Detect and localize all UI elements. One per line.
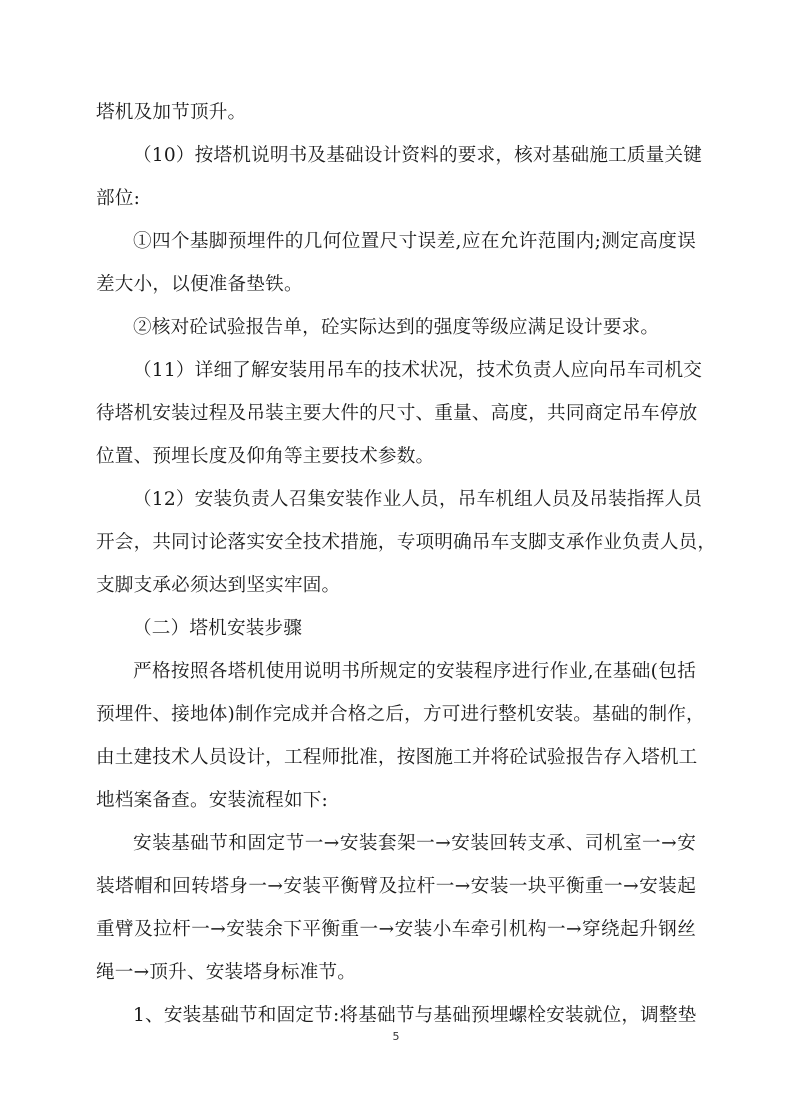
text-line-14: 严格按照各塔机使用说明书所规定的安装程序进行作业,在基础(包括 [133, 661, 696, 682]
text-line-3: 部位: [96, 188, 141, 209]
text-line-12: 支脚支承必须达到坚实牢固。 [96, 575, 341, 596]
text-line-1: 塔机及加节顶升。 [96, 102, 247, 123]
text-line-4: ①四个基脚预埋件的几何位置尺寸误差,应在允许范围内;测定高度误 [133, 231, 696, 252]
text-line-8: 待塔机安装过程及吊装主要大件的尺寸、重量、高度，共同商定吊车停放 [96, 403, 698, 424]
text-line-6: ②核对砼试验报告单，砼实际达到的强度等级应满足设计要求。 [133, 317, 660, 338]
text-line-11: 开会，共同讨论落实安全技术措施，专项明确吊车支脚支承作业负责人员， [96, 532, 717, 553]
page-number: 5 [392, 1030, 400, 1043]
flow-line-4: 绳一→顶升、安装塔身标准节。 [96, 962, 357, 983]
flow-line-2: 装塔帽和回转塔身一→安装平衡臂及拉杆一→安装一块平衡重一→安装起 [96, 876, 696, 897]
text-line-2: （10）按塔机说明书及基础设计资料的要求，核对基础施工质量关键 [133, 145, 703, 166]
text-line-10: （12）安装负责人召集安装作业人员，吊车机组人员及吊装指挥人员 [133, 489, 703, 510]
section-heading: （二）塔机安装步骤 [133, 618, 303, 639]
text-line-22: 1、安装基础节和固定节:将基础节与基础预埋螺栓安装就位，调整垫 [133, 1005, 697, 1026]
text-line-16: 由土建技术人员设计，工程师批准，按图施工并将砼试验报告存入塔机工 [96, 747, 698, 768]
text-line-15: 预埋件、接地体)制作完成并合格之后，方可进行整机安装。基础的制作， [96, 704, 705, 725]
text-line-7: （11）详细了解安装用吊车的技术状况，技术负责人应向吊车司机交 [133, 360, 703, 381]
flow-line-1: 安装基础节和固定节一→安装套架一→安装回转支承、司机室一→安 [133, 833, 696, 854]
text-line-5: 差大小，以便准备垫铁。 [96, 274, 303, 295]
text-line-9: 位置、预埋长度及仰角等主要技术参数。 [96, 446, 435, 467]
flow-line-3: 重臂及拉杆一→安装余下平衡重一→安装小车牵引机构一→穿绕起升钢丝 [96, 919, 696, 940]
text-line-17: 地档案备查。安装流程如下: [96, 790, 328, 811]
